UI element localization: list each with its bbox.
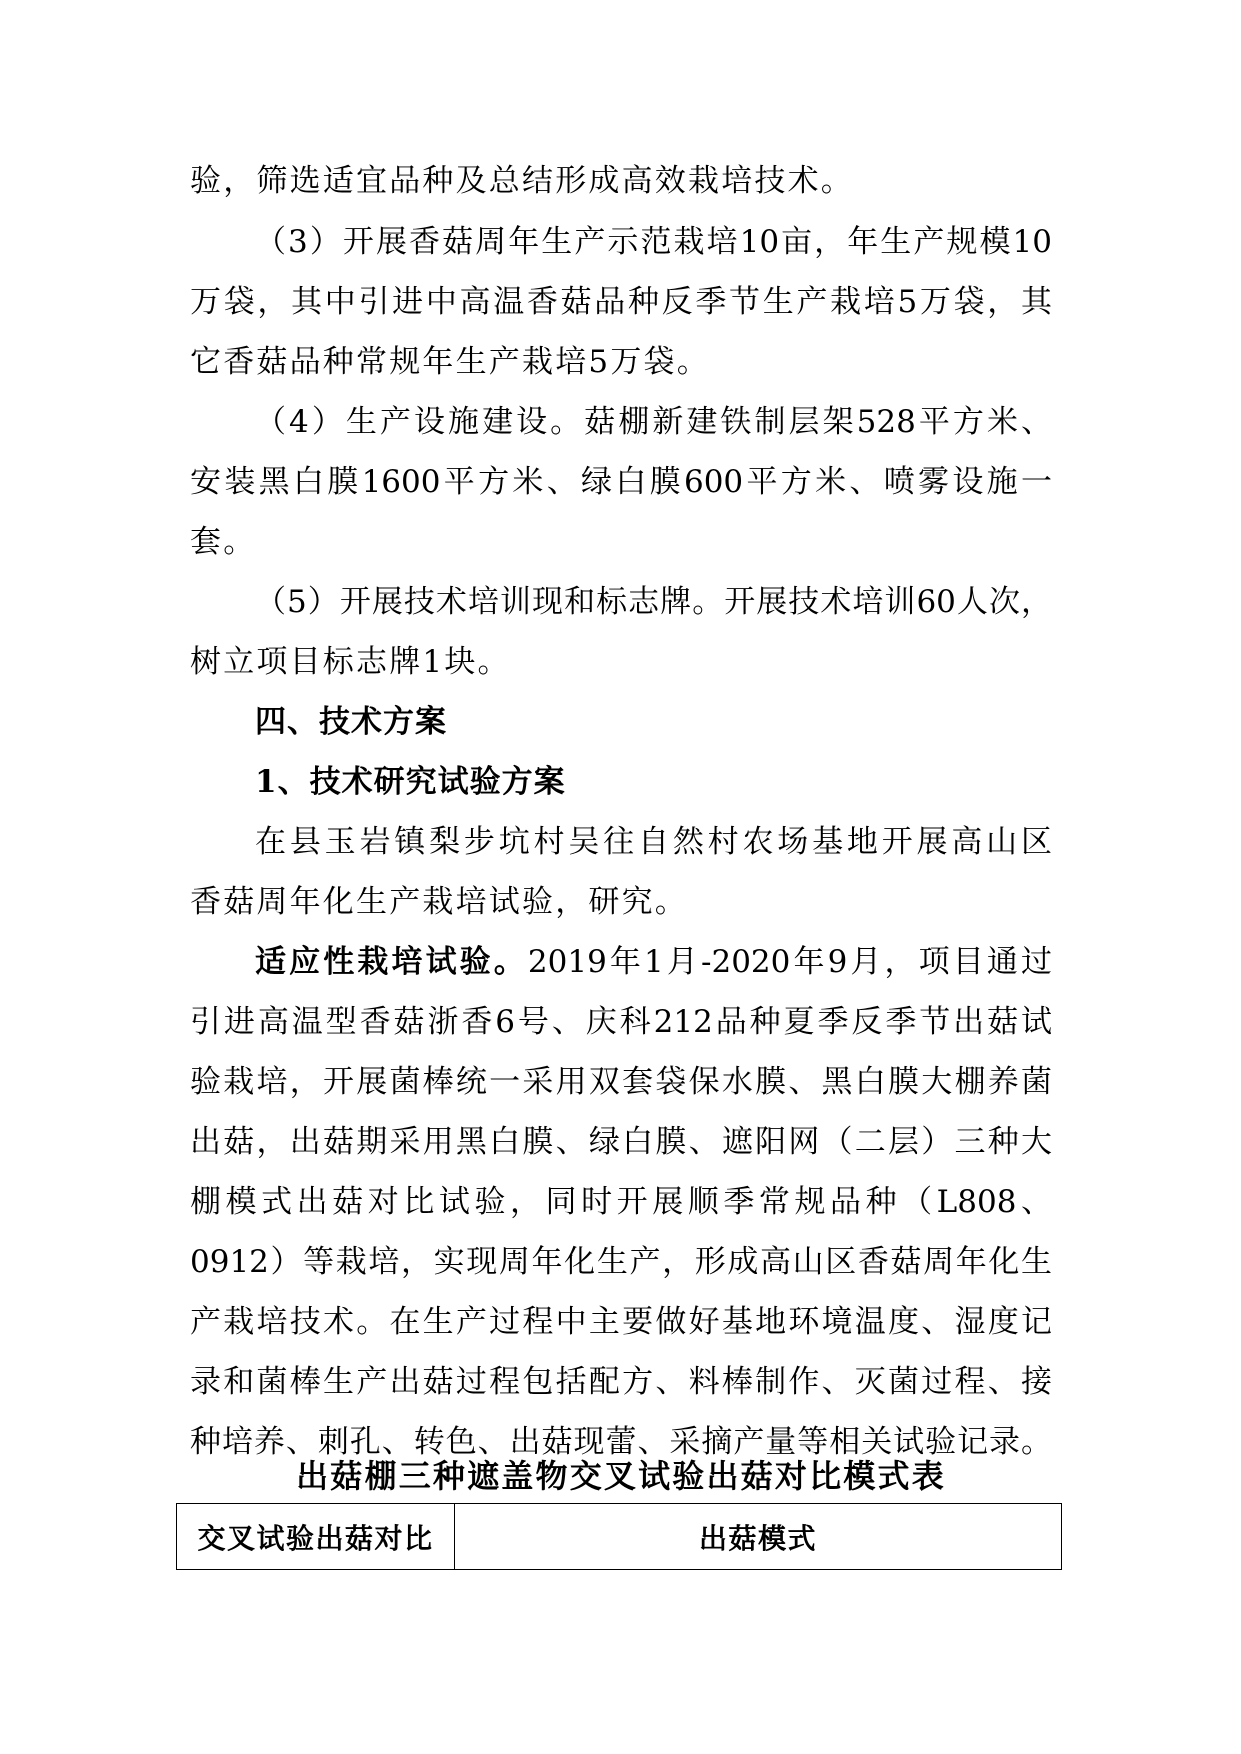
- body-line: 录和菌棒生产出菇过程包括配方、料棒制作、灭菌过程、接: [190, 1364, 1052, 1400]
- table-header-cell: 出菇模式: [455, 1504, 1062, 1570]
- body-line: 万袋，其中引进中高温香菇品种反季节生产栽培5万袋，其: [190, 284, 1052, 320]
- body-line: 验，筛选适宜品种及总结形成高效栽培技术。: [190, 163, 854, 199]
- body-line: 验栽培，开展菌棒统一采用双套袋保水膜、黑白膜大棚养菌: [190, 1064, 1052, 1100]
- body-line: 套。: [190, 524, 257, 560]
- body-line: 棚模式出菇对比试验，同时开展顺季常规品种（L808、: [190, 1184, 1052, 1220]
- list-item-3: （3）开展香菇周年生产示范栽培10亩，年生产规模10: [255, 224, 1052, 260]
- list-item-4: （4）生产设施建设。菇棚新建铁制层架528平方米、: [255, 404, 1052, 440]
- subsection-heading: 1、技术研究试验方案: [255, 764, 566, 800]
- body-line: 树立项目标志牌1块。: [190, 644, 511, 680]
- paragraph-lead-line: [255, 942, 1052, 982]
- body-line: 引进高温型香菇浙香6号、庆科212品种夏季反季节出菇试: [190, 1004, 1052, 1040]
- body-line: 香菇周年化生产栽培试验，研究。: [190, 884, 688, 920]
- lead-continuation: 2019年1月-2020年9月，项目通过: [527, 944, 1052, 980]
- table-header-cell: 交叉试验出菇对比: [177, 1504, 455, 1570]
- body-line: 0912）等栽培，实现周年化生产，形成高山区香菇周年化生: [190, 1244, 1052, 1280]
- bold-lead: 适应性栽培试验。: [255, 944, 528, 980]
- comparison-table: [176, 1503, 1062, 1570]
- list-item-5: （5）开展技术培训现和标志牌。开展技术培训60人次，: [255, 584, 1052, 620]
- body-line: 种培养、刺孔、转色、出菇现蕾、采摘产量等相关试验记录。: [190, 1424, 1052, 1460]
- body-line: 在县玉岩镇梨步坑村吴往自然村农场基地开展高山区: [255, 824, 1052, 860]
- table-header-row: [177, 1504, 1062, 1570]
- section-heading: 四、技术方案: [255, 704, 447, 740]
- body-line: 出菇，出菇期采用黑白膜、绿白膜、遮阳网（二层）三种大: [190, 1124, 1052, 1160]
- table-caption: 出菇棚三种遮盖物交叉试验出菇对比模式表: [296, 1457, 946, 1495]
- body-line: 它香菇品种常规年生产栽培5万袋。: [190, 344, 710, 380]
- body-line: 安装黑白膜1600平方米、绿白膜600平方米、喷雾设施一: [190, 464, 1052, 500]
- body-line: 产栽培技术。在生产过程中主要做好基地环境温度、湿度记: [190, 1304, 1052, 1340]
